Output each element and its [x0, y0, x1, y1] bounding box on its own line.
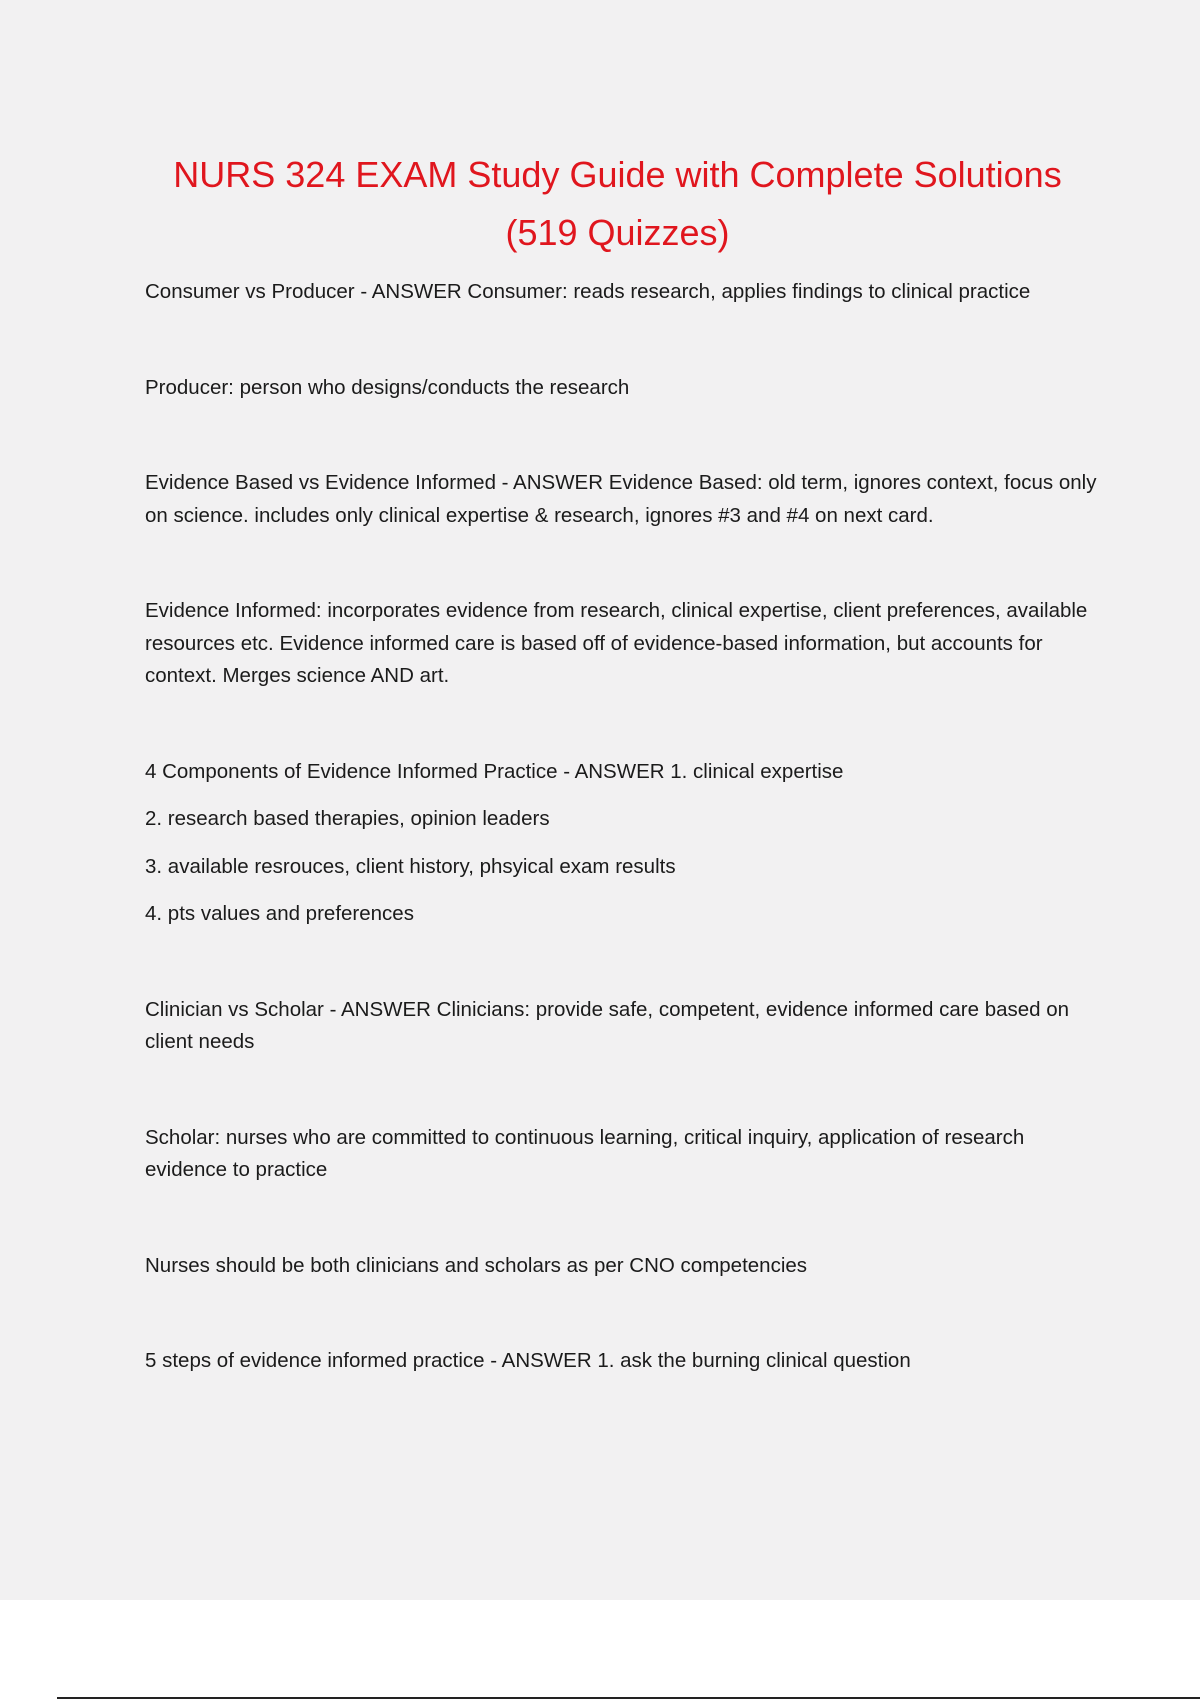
paragraph-producer: Producer: person who designs/conducts the research: [145, 375, 630, 399]
paragraph-scholar: Scholar: nurses who are committed to continuous learning, critical inquiry, application of research evidence to practice: [145, 1125, 1025, 1181]
paragraph-evidence-based: Evidence Based vs Evidence Informed - ANSWER Evidence Based: old term, ignores context, focus only on science. includes only clinical expertise & research, ignores #3 and #4 on next card.: [145, 471, 1097, 527]
paragraph-consumer-vs-producer: Consumer vs Producer - ANSWER Consumer: reads research, applies findings to clinical practice: [145, 280, 1031, 303]
paragraph-components-item-1: 4 Components of Evidence Informed Practice - ANSWER 1. clinical expertise: [145, 759, 844, 783]
document-body: [145, 276, 1100, 1378]
paragraph-components-item-2: 2. research based therapies, opinion leaders: [145, 807, 550, 830]
page-bottom-divider: [57, 1697, 1200, 1699]
document-title: NURS 324 EXAM Study Guide with Complete Solutions (519 Quizzes): [173, 154, 1062, 253]
paragraph-five-steps: 5 steps of evidence informed practice - ANSWER 1. ask the burning clinical question: [145, 1349, 911, 1372]
paragraph-components-item-3: 3. available resrouces, client history, phsyical exam results: [145, 854, 676, 878]
paragraph-clinician-vs-scholar: Clinician vs Scholar - ANSWER Clinicians: provide safe, competent, evidence informed care based on client needs: [145, 997, 1070, 1053]
paragraph-cno-competencies: Nurses should be both clinicians and scholars as per CNO competencies: [145, 1253, 808, 1277]
paragraph-evidence-informed: Evidence Informed: incorporates evidence from research, clinical expertise, client preferences, available resources etc. Evidence informed care is based off of evidence-based information, but accounts for context. Merges science AND art.: [145, 599, 1088, 687]
paragraph-components-item-4: 4. pts values and preferences: [145, 902, 414, 925]
